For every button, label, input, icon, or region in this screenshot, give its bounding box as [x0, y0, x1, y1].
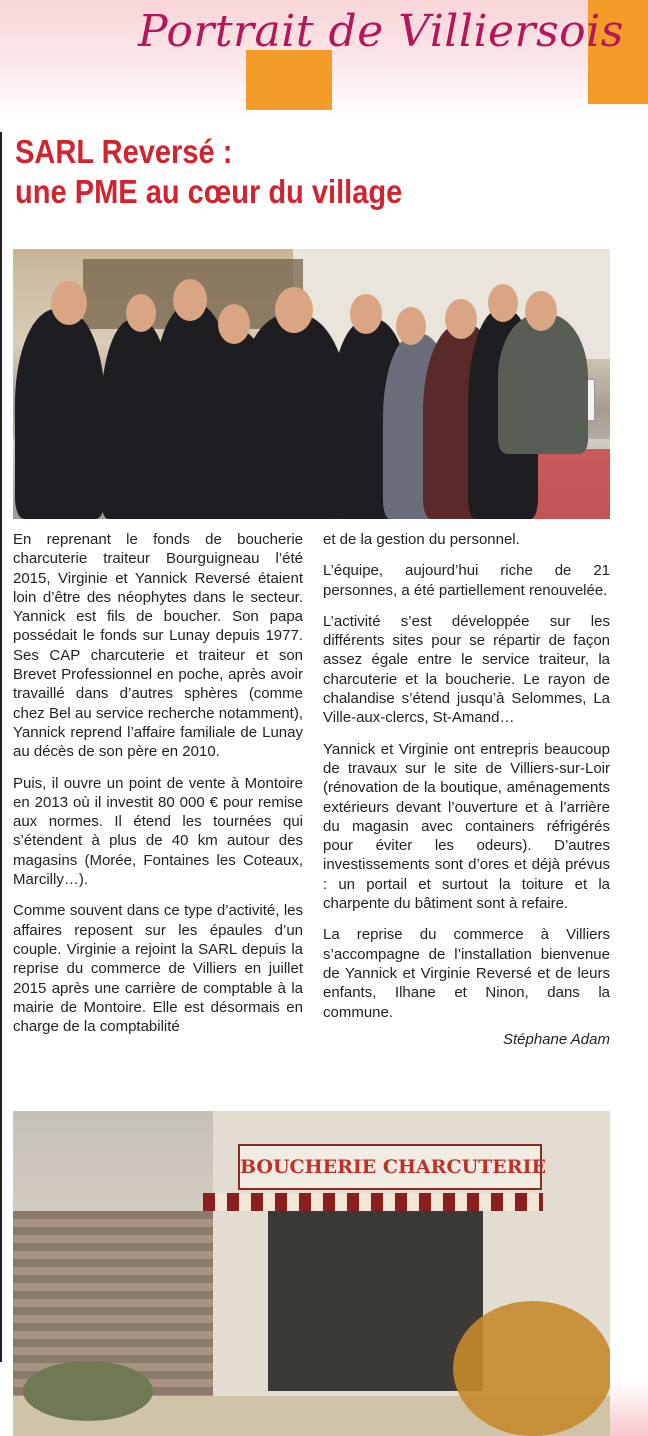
autumn-shrub [453, 1301, 610, 1436]
person-head [445, 299, 477, 339]
author-signature: Stéphane Adam [502, 1030, 610, 1048]
person-head [173, 279, 207, 321]
article-paragraph: Puis, il ouvre un point de vente à Montoire en 2013 où il investit 80 000 € pour remise aux normes. Il étend les tournées qui s’étendent à plus de 40 km autour des magasins (Morée, Fontaines les Coteaux, Marcilly…). [13, 774, 303, 889]
headline-line-2: une PME au cœur du village [15, 173, 403, 210]
team-photo [13, 249, 610, 519]
article-paragraph: En reprenant le fonds de boucherie charcuterie traiteur Bourguigneau l’été 2015, Virginie et Yannick Reversé étaient loin d’être des néophytes dans le secteur. Yannick est fils de boucher. Son papa possédait le fonds sur Lunay depuis 1977. Ses CAP charcuterie et traiteur et son Brevet Professionnel en poche, après avoir travaillé dans d’autres sphères (comme chez Bel au service recherche notamment), Yannick reprend l’affaire familiale de Lunay au décès de son père en 2010. [13, 531, 303, 761]
person-head [218, 304, 250, 344]
person-head [488, 284, 518, 322]
article-paragraph: Yannick et Virginie ont entrepris beaucoup de travaux sur le site de Villiers-sur-Loir (rénovation de la boutique, aménagements extérieurs devant l’ouverture et à l’arrière du magasin avec containers réfrigérés pour éviter les odeurs). D’autres investissements sont d’ores et déjà prévus : un portail et surtout la toiture et la charpente du bâtiment sont à refaire. [323, 740, 610, 913]
article-column-right [323, 530, 610, 1049]
person-head [126, 294, 156, 332]
plant [23, 1361, 153, 1421]
section-title: Portrait de Villiersois [138, 6, 624, 57]
striped-awning [203, 1193, 543, 1211]
article-paragraph: La reprise du commerce à Villiers s’accompagne de l’installation bienvenue de Yannick et Virginie Reversé et de leurs enfants, Ilhane et Ninon, dans la commune. [323, 926, 610, 1021]
article-column-left [13, 530, 303, 1048]
person-head [350, 294, 382, 334]
shop-sign: BOUCHERIE CHARCUTERIE [238, 1144, 542, 1190]
article-paragraph: et de la gestion du personnel. [323, 531, 520, 548]
article-paragraph: L’équipe, aujourd’hui riche de 21 personnes, a été partiellement renouvelée. [323, 562, 610, 599]
article-paragraph: Comme souvent dans ce type d’activité, les affaires reposent sur les épaules d’un couple. Virginie a rejoint la SARL depuis la reprise du commerce de Villiers en juillet 2015 après une carrière de comptable à la mairie de Montoire. Elle est désormais en charge de la comptabilité [13, 902, 303, 1036]
person [498, 314, 588, 454]
shop-entrance [268, 1211, 483, 1391]
headline-line-1: SARL Reversé : [15, 133, 233, 170]
person-head [51, 281, 87, 325]
person-head [275, 287, 313, 333]
section-banner [0, 0, 648, 118]
shop-photo [13, 1111, 610, 1436]
article-paragraph: L’activité s’est développée sur les différents sites pour se répartir de façon assez égale entre le service traiteur, la charcuterie et la boucherie. Le rayon de chalandise s’étend jusqu’à Selommes, La Ville-aux-clercs, St-Amand… [323, 612, 610, 727]
person-head [525, 291, 557, 331]
person-head [396, 307, 426, 345]
article-headline [15, 132, 543, 212]
column-rule [0, 132, 2, 1362]
person [15, 309, 105, 519]
